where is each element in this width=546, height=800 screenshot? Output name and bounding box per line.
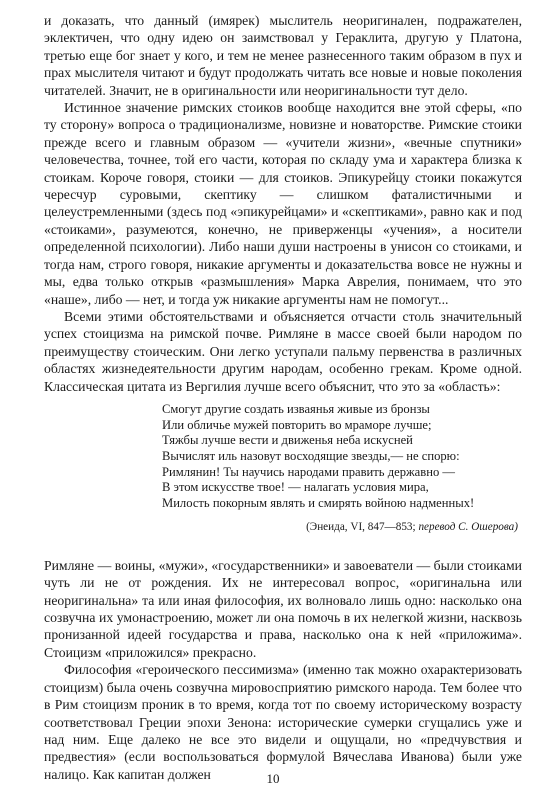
page-number: 10 [266,771,280,786]
quote-citation [44,520,522,534]
poem-line: Римлянин! Ты научись народами править державно — [162,464,456,479]
poem-line: В этом искусстве твое! — налагать условия мира, [162,480,429,495]
virgil-quote [162,402,522,512]
poem-line: Вычислят иль назовут восходящие звезды,— не спорю: [162,449,460,464]
paragraph-3: Всеми этими обстоятельствами и объясняется отчасти столь значительный успех стоицизма на римской почве. Римляне в массе своей были народом по преимуществу стоическим. Они легко уступали пальму первенства в различных областях жизнедеятельности другим народам, особенно грекам. Кроме одной. Классическая цитата из Вергилия лучше всего объяснит, что это за «область»: [44,308,522,394]
poem-line: Или обличье мужей повторить во мраморе лучше; [162,417,432,432]
paragraph-2: Истинное значение римских стоиков вообще находится вне этой сферы, «по ту сторону» вопроса о традиционализме, новизне и новаторстве. Римские стоики прежде всего и главным образом — «учители жизни», «вечные спутники» человечества, точнее, той его части, которая по складу ума и характера близка к стоикам. Короче говоря, стоики — для стоиков. Эпикурейцу стоики покажутся чересчур суровыми, скептику — слишком фаталистичными и целеустремленными (здесь под «эпикурейцами» и «скептиками», равно как и под «стоиками», разумеются, конечно, не приверженцы «учения», а носители определенной психологии). Либо наши души настроены в унисон со стоиками, и тогда нам, строго говоря, никакие аргументы и доказательства вовсе не нужны и мы, едва только открыв «размышления» Марка Аврелия, понимаем, что это «наше», либо — нет, и тогда уж никакие аргументы нам не помогут... [44,100,522,307]
paragraph-4: Римляне — воины, «мужи», «государственники» и завоеватели — были стоиками чуть ли не от рождения. Их не интересовал вопрос, «оригинальна или неоригинальна» та или иная философия, их волновало лишь одно: насколько она созвучна их умонастроению, может ли она помочь в их нелегкой жизни, насквозь пронизанной идеей государства и права, насколько она к ней «приложима». Стоицизм «приложился» прекрасно. [44,557,522,660]
poem-line: Тяжбы лучше вести и движенья неба искусней [162,433,413,448]
poem-line: Милость покорным являть и смирять войною надменных! [162,496,475,511]
citation-translator: перевод С. Ошерова) [418,520,518,533]
paragraph-1: и доказать, что данный (имярек) мыслитель неоригинален, подражателен, эклектичен, что одну идею он заимствовал у Гераклита, другую у Платона, третью еще бог знает у кого, и тем не менее разнесенного таким образом в пух и прах мыслителя читают и будут продолжать читать все новые и новые поколения читателей. Значит, не в оригинальности или неоригинальности тут дело. [44,13,522,98]
paragraph-5: Философия «героического пессимизма» (именно так можно охарактеризовать стоицизм) была очень созвучна мировосприятию римского народа. Тем более что в Рим стоицизм проник в то время, когда тот по своему историческому возрасту соответствовал Греции эпохи Зенона: исторические сумерки сгущались уже и над ним. Еще далеко не все это видели и ощущали, но «предчувствия и предвестия» (если воспользоваться формулой Вячеслава Иванова) были уже налицо. Как капитан должен [44,662,522,782]
poem-line: Смогут другие создать изваянья живые из бронзы [162,401,430,416]
citation-source: (Энеида, VI, 847—853; [306,520,419,533]
